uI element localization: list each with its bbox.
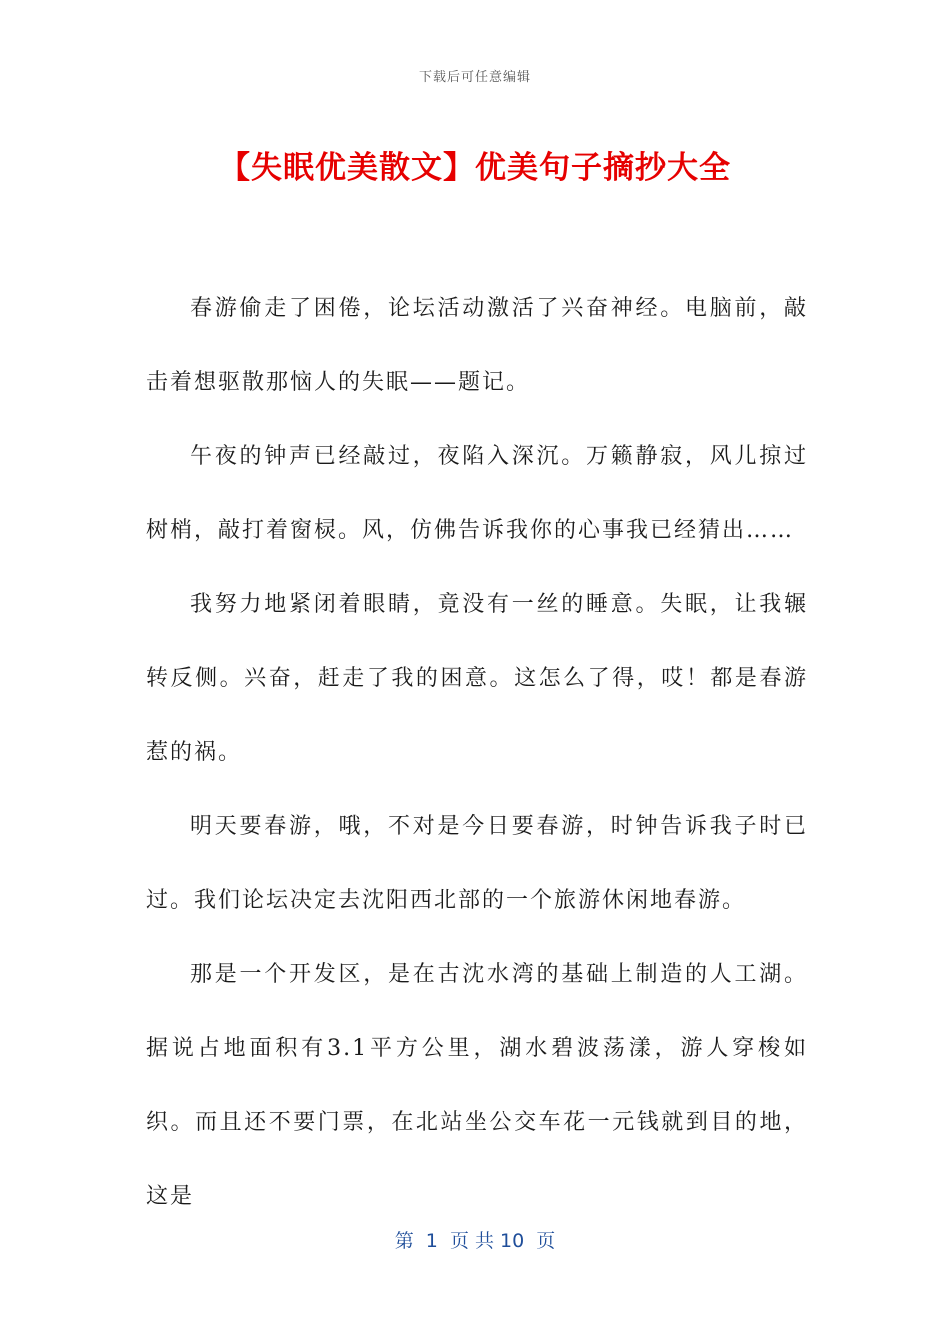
document-body xyxy=(146,272,808,1234)
document-title: 【失眠优美散文】优美句子摘抄大全 xyxy=(219,150,731,186)
header-note: 下载后可任意编辑 xyxy=(418,70,531,85)
paragraph: 那是一个开发区，是在古沈水湾的基础上制造的人工湖。据说占地面积有3.1平方公里，湖水碧波荡漾，游人穿梭如织。而且还不要门票，在北站坐公交车花一元钱就到目的地，这是 xyxy=(146,962,808,1209)
paragraph: 我努力地紧闭着眼睛，竟没有一丝的睡意。失眠，让我辗转反侧。兴奋，赶走了我的困意。这怎么了得，哎！都是春游惹的祸。 xyxy=(146,592,808,765)
paragraph: 午夜的钟声已经敲过，夜陷入深沉。万籁静寂，风儿掠过树梢，敲打着窗棂。风，仿佛告诉我你的心事我已经猜出…… xyxy=(146,444,808,543)
page-number-footer: 第 1 页 共 10 页 xyxy=(394,1230,556,1252)
paragraph: 春游偷走了困倦，论坛活动激活了兴奋神经。电脑前，敲击着想驱散那恼人的失眠——题记。 xyxy=(146,296,808,395)
paragraph: 明天要春游，哦，不对是今日要春游，时钟告诉我子时已过。我们论坛决定去沈阳西北部的一个旅游休闲地春游。 xyxy=(146,814,808,913)
